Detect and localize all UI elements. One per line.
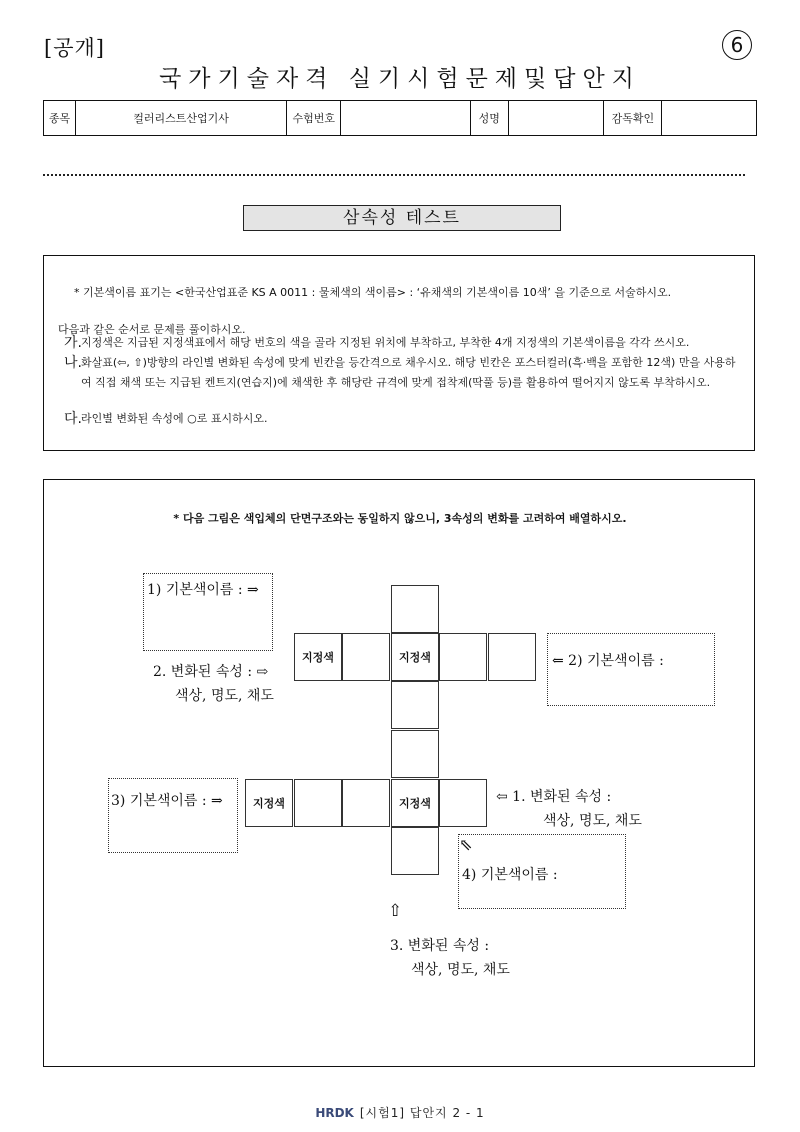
instruction-item-text: 라인별 변화된 속성에 ○로 표시하시오. xyxy=(81,412,268,425)
name-field[interactable] xyxy=(509,101,605,135)
diagram-note: * 다음 그림은 색입체의 단면구조와는 동일하지 않으니, 3속성의 변화를 고려하여 배열하시오. xyxy=(173,512,627,525)
footer-text: [시험1] 답안지 2 - 1 xyxy=(359,1106,485,1120)
color-name-box-4[interactable] xyxy=(458,834,626,909)
color-name-box-1[interactable] xyxy=(143,573,273,651)
document-title: 국가기술자격 실기시험문제및답안지 xyxy=(159,66,641,92)
grid-cell[interactable] xyxy=(391,827,439,875)
attribute-options-2[interactable]: 색상, 명도, 채도 xyxy=(175,688,274,704)
name-label: 성명 xyxy=(471,101,509,135)
instructions-box xyxy=(43,255,755,451)
instruction-item xyxy=(64,333,744,353)
instruction-item-text: 지정색은 지급된 지정색표에서 해당 번호의 색을 골라 지정된 위치에 부착하고, 부착한 4개 지정색의 기본색이름을 각각 쓰시오. xyxy=(81,336,690,349)
designated-color-cell[interactable]: 지정색 xyxy=(245,779,293,827)
instruction-item xyxy=(64,409,744,429)
grid-cell[interactable] xyxy=(342,633,390,681)
instruction-item-label: 나. xyxy=(64,355,82,371)
info-table xyxy=(43,100,757,136)
attribute-change-3-label: 3. 변화된 속성 : xyxy=(390,938,490,954)
color-name-label-3: 3) 기본색이름 : ⇒ xyxy=(111,793,223,809)
page-number-circle: 6 xyxy=(722,30,752,60)
grid-cell[interactable] xyxy=(488,633,536,681)
color-name-label-4: 4) 기본색이름 : xyxy=(462,867,558,883)
public-tag: [공개] xyxy=(44,36,105,60)
attribute-change-2-label: 2. 변화된 속성 : ⇨ xyxy=(153,664,269,680)
instruction-item-label: 다. xyxy=(64,411,82,427)
supervisor-field[interactable] xyxy=(662,101,756,135)
supervisor-label: 감독확인 xyxy=(604,101,662,135)
designated-color-cell[interactable]: 지정색 xyxy=(391,633,439,681)
category-value: 컬러리스트산업기사 xyxy=(76,101,287,135)
exam-number-field[interactable] xyxy=(341,101,471,135)
instruction-item-text: 화살표(⇦, ⇧)방향의 라인별 변화된 속성에 맞게 빈칸을 등간격으로 채우시오. 해당 빈칸은 포스터컬러(흑·백을 포함한 12색) 만을 사용하여 직접 채색 또는 지급된 켄트지(연습지)에 채색한 후 해당란 규격에 맞게 접착제(딱풀 등)를 활용하여 떨어지지 않도록 부착하시오. xyxy=(81,356,736,389)
color-name-box-2[interactable] xyxy=(547,633,715,706)
category-label: 종목 xyxy=(44,101,76,135)
section-title: 삼속성 테스트 xyxy=(243,205,561,231)
grid-cell[interactable] xyxy=(439,633,487,681)
grid-cell[interactable] xyxy=(439,779,487,827)
attribute-change-1-label: ⇦ 1. 변화된 속성 : xyxy=(496,789,612,805)
hrdk-logo: HRDK xyxy=(315,1106,354,1120)
instruction-note: * 기본색이름 표기는 <한국산업표준 KS A 0011 : 물체색의 색이름> : ‘유채색의 기본색이름 10색’ 을 기준으로 서술하시오. xyxy=(74,286,672,299)
grid-cell[interactable] xyxy=(294,779,342,827)
color-name-box-3[interactable] xyxy=(108,778,238,853)
instruction-item xyxy=(64,353,744,393)
color-name-label-1: 1) 기본색이름 : ⇒ xyxy=(147,582,259,598)
diagram-box xyxy=(43,479,755,1067)
footer xyxy=(0,1104,800,1121)
grid-cell[interactable] xyxy=(391,585,439,633)
exam-number-label: 수험번호 xyxy=(287,101,341,135)
instruction-item-label: 가. xyxy=(64,335,82,351)
attribute-options-3[interactable]: 색상, 명도, 채도 xyxy=(411,962,510,978)
instruction-intro: 다음과 같은 순서로 문제를 풀이하시오. xyxy=(58,323,246,336)
grid-cell[interactable] xyxy=(391,681,439,729)
color-name-label-2: ⇐ 2) 기본색이름 : xyxy=(552,653,664,669)
arrow-up-left-icon: ⇖ xyxy=(459,835,473,854)
designated-color-cell[interactable]: 지정색 xyxy=(294,633,342,681)
arrow-up-icon: ⇧ xyxy=(388,901,403,921)
dotted-divider xyxy=(43,174,745,176)
grid-cell[interactable] xyxy=(391,730,439,778)
attribute-options-1[interactable]: 색상, 명도, 채도 xyxy=(543,813,642,829)
grid-cell[interactable] xyxy=(342,779,390,827)
designated-color-cell[interactable]: 지정색 xyxy=(391,779,439,827)
